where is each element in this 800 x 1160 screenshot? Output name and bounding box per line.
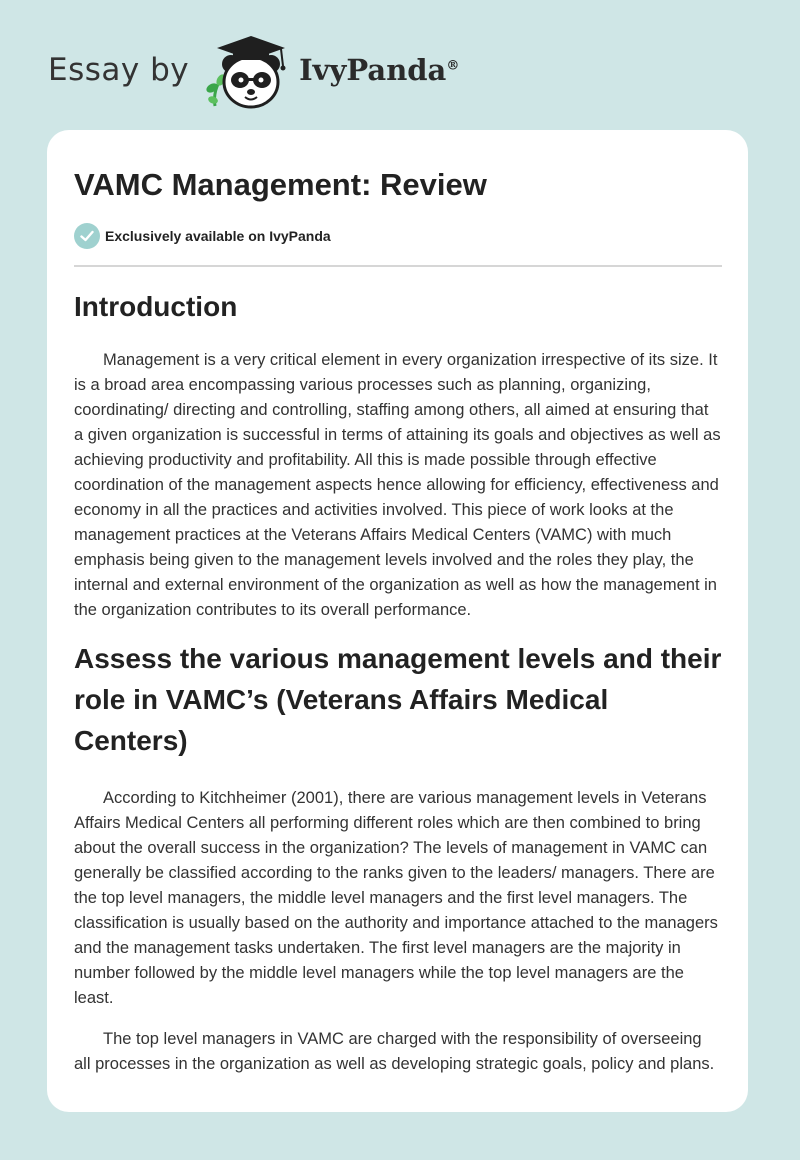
- exclusive-badge: [74, 223, 722, 249]
- section-heading-management-levels: Assess the various management levels and their role in VAMC’s (Veterans Affairs Medical Centers): [74, 643, 722, 756]
- page-title: VAMC Management: Review: [74, 167, 487, 202]
- paragraph: According to Kitchheimer (2001), there are various management levels in Veterans Affairs Medical Centers all performing different roles which are then combined to bring about the overall success in the organization? The levels of management in VAMC can generally be classified according to the ranks given to the leaders/ managers. There are the top level managers, the middle level managers and the first level managers. The classification is usually based on the authority and importance attached to the managers and the management tasks undertaken. The first level managers are the majority in number followed by the middle level managers while the top level managers are the least.: [74, 789, 718, 1007]
- panda-logo-icon[interactable]: [201, 30, 297, 110]
- paragraph: The top level managers in VAMC are charged with the responsibility of overseeing all processes in the organization as well as developing strategic goals, policy and plans.: [74, 1030, 715, 1073]
- site-header: [48, 30, 459, 110]
- divider: [74, 265, 722, 267]
- registered-mark: ®: [446, 58, 460, 74]
- section-heading-introduction: Introduction: [74, 291, 238, 322]
- badge-label: Exclusively available on IvyPanda: [105, 228, 331, 244]
- article-card: [47, 130, 748, 1112]
- paragraph: Management is a very critical element in every organization irrespective of its size. It is a broad area encompassing various processes such as planning, organizing, coordinating/ directing and controlling, staffing among others, all aimed at ensuring that a given organization is successful in terms of attaining its goals and objectives as well as achieving productivity and profitability. All this is made possible through effective coordination of the management aspects hence allowing for efficiency, effectiveness and economy in all the practices and activities involved. This piece of work looks at the management practices at the Veterans Affairs Medical Centers (VAMC) with much emphasis being given to the management levels involved and the roles they play, the internal and external environment of the organization as well as how the management in the organization contributes to its overall performance.: [74, 351, 721, 619]
- check-circle-icon: [74, 223, 100, 249]
- brand-name[interactable]: IvyPanda®: [299, 53, 460, 87]
- essay-by-label: Essay by: [48, 52, 190, 88]
